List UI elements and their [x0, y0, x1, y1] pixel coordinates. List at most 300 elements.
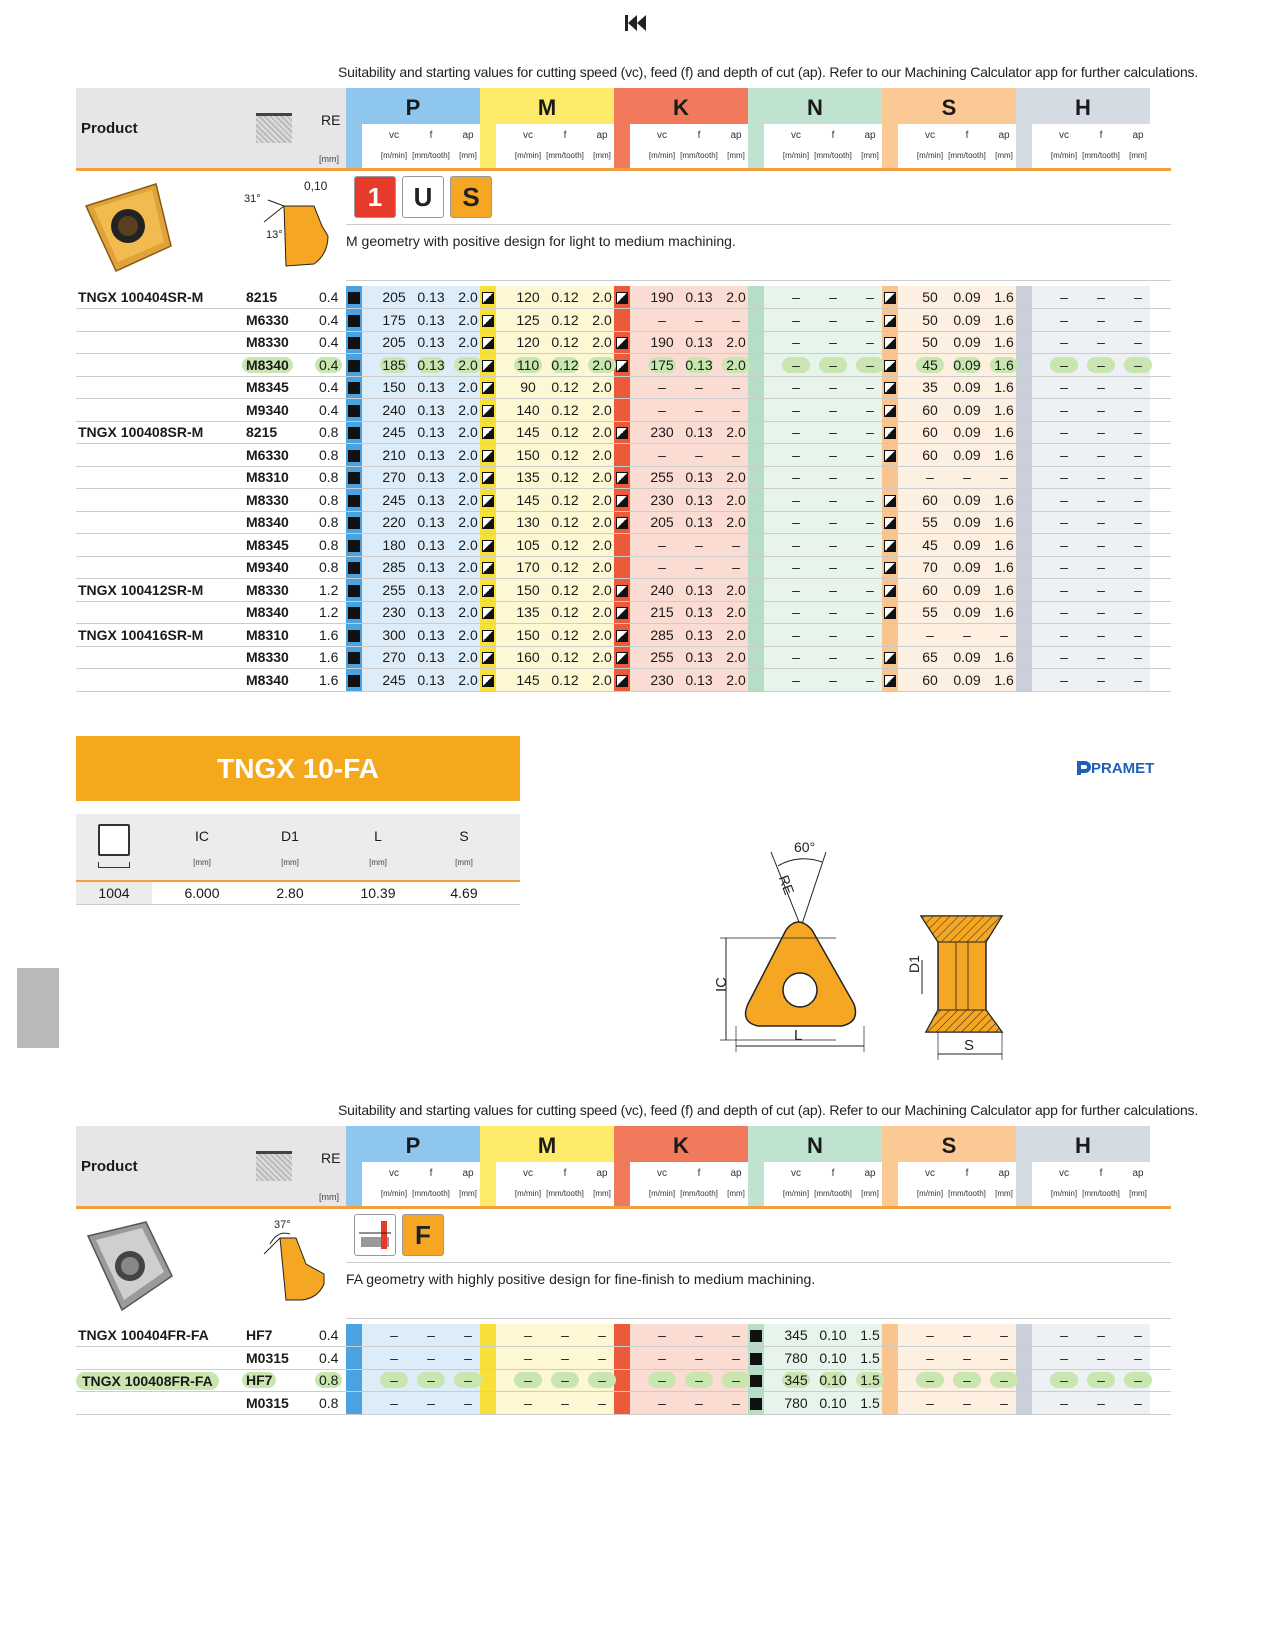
vc-value: 145: [516, 671, 540, 688]
grade-code[interactable]: M8310: [246, 626, 289, 643]
dim-value: 4.69: [450, 885, 478, 901]
f-value: 0.13: [685, 514, 713, 530]
grade-suitability-primary-icon: [348, 517, 360, 529]
ap-value: 2.0: [592, 491, 612, 508]
material-letter: M: [537, 1133, 557, 1158]
grade-suitability-primary-icon: [750, 1375, 762, 1387]
vc-value: –: [792, 469, 800, 485]
ap-value: 2.0: [726, 469, 746, 485]
grade-suitability-secondary-icon: [482, 337, 494, 349]
section-divider: [346, 224, 1171, 225]
re-value: 0.4: [319, 379, 339, 395]
vc-value: 210: [382, 446, 406, 463]
vc-value: 255: [650, 469, 674, 485]
col-unit: [m/min]: [916, 1189, 944, 1198]
dim-header-s: S: [459, 828, 469, 844]
ap-value: 2.0: [592, 401, 612, 418]
grade-suitability-primary-icon: [348, 675, 360, 687]
ap-value: –: [732, 536, 740, 553]
geometry-badge-s-icon: [450, 176, 492, 218]
f-value: 0.12: [551, 559, 579, 575]
brand-text: PRAMET: [1091, 760, 1155, 777]
vc-value: 120: [516, 334, 540, 350]
grade-code[interactable]: 8215: [246, 289, 278, 305]
grade-suitability-secondary-icon: [482, 540, 494, 552]
ap-value: –: [1134, 604, 1142, 620]
material-s-header: [882, 88, 1016, 168]
f-value: –: [829, 379, 837, 395]
material-letter: N: [807, 95, 823, 120]
re-header: RE: [321, 1150, 341, 1166]
ap-value: –: [866, 604, 874, 620]
row-divider: [76, 691, 1171, 692]
ap-value: 2.0: [726, 289, 746, 305]
ap-value: 2.0: [458, 536, 478, 553]
table-row: [76, 421, 1171, 444]
col-unit: [mm/tooth]: [948, 1189, 986, 1198]
material-subheader: [1032, 1162, 1150, 1206]
grade-suitability-primary-icon: [348, 337, 360, 349]
vc-value: 205: [650, 514, 674, 530]
col-label: vc: [925, 1168, 935, 1179]
grade-code[interactable]: M8330: [246, 649, 289, 665]
f-value: 0.12: [551, 469, 579, 485]
ap-value: 2.0: [726, 514, 746, 530]
f-value: –: [561, 1349, 569, 1366]
vc-value: 180: [382, 536, 406, 553]
vc-value: –: [1060, 446, 1068, 463]
grade-code[interactable]: M8310: [246, 469, 289, 485]
vc-value: –: [792, 401, 800, 418]
grade-suitability-secondary-icon: [482, 630, 494, 642]
f-value: –: [1097, 491, 1105, 508]
ap-value: 2.0: [592, 334, 612, 350]
col-unit: [mm/tooth]: [546, 1189, 584, 1198]
dim-unit: [mm]: [281, 858, 299, 867]
vc-value: 780: [784, 1394, 808, 1411]
f-value: –: [829, 626, 837, 643]
material-subheader: [764, 1162, 882, 1206]
grade-suitability-primary-icon: [348, 360, 360, 372]
f-value: 0.12: [551, 491, 579, 508]
vc-value: 70: [922, 559, 938, 575]
ap-value: –: [866, 401, 874, 418]
ap-value: 1.6: [994, 379, 1014, 395]
vc-value: 240: [650, 581, 674, 598]
vc-value: 300: [382, 626, 406, 643]
grade-code[interactable]: M8340: [246, 604, 289, 620]
first-page-icon[interactable]: [624, 12, 648, 34]
vc-value: –: [658, 446, 666, 463]
vc-value: 230: [650, 491, 674, 508]
ap-value: –: [1000, 469, 1008, 485]
ap-value: –: [1124, 1372, 1152, 1388]
product-code[interactable]: TNGX 100404FR-FA: [78, 1327, 209, 1343]
re-unit: [mm]: [319, 154, 339, 164]
dim-value: 6.000: [184, 885, 220, 901]
vc-value: –: [926, 626, 934, 643]
grade-code[interactable]: HF7: [246, 1327, 273, 1343]
dim-unit: [mm]: [455, 858, 473, 867]
material-letter: N: [807, 1133, 823, 1158]
vc-value: –: [1060, 469, 1068, 485]
f-value: –: [963, 626, 971, 643]
grade-suitability-secondary-icon: [482, 517, 494, 529]
grade-suitability-secondary-icon: [884, 337, 896, 349]
ap-value: 2.0: [726, 671, 746, 688]
vc-value: –: [792, 311, 800, 328]
f-value: –: [1097, 334, 1105, 350]
f-value: 0.13: [417, 401, 445, 418]
f-value: –: [427, 1349, 435, 1366]
material-letter: M: [537, 95, 557, 120]
f-value: –: [829, 311, 837, 328]
ap-value: 1.6: [994, 311, 1014, 328]
material-subheader: [898, 1162, 1016, 1206]
ap-value: 2.0: [722, 357, 750, 373]
f-value: 0.13: [417, 514, 445, 530]
grade-code[interactable]: M0315: [246, 1394, 289, 1411]
ap-value: 2.0: [458, 559, 478, 575]
table-row: [76, 1347, 1171, 1370]
f-value: 0.09: [953, 401, 981, 418]
grade-suitability-secondary-icon: [884, 495, 896, 507]
f-value: –: [1097, 536, 1105, 553]
vc-value: 60: [922, 491, 938, 508]
vc-value: –: [524, 1394, 532, 1411]
ap-value: 1.6: [990, 357, 1018, 373]
vc-value: 160: [516, 649, 540, 665]
vc-value: 50: [922, 289, 938, 305]
f-value: 0.13: [685, 469, 713, 485]
grade-suitability-secondary-icon: [884, 360, 896, 372]
vc-value: –: [926, 1349, 934, 1366]
geometry-badge-u-icon: [402, 176, 444, 218]
vc-value: –: [1060, 289, 1068, 305]
geometry-description: FA geometry with highly positive design for fine-finish to medium machining.: [346, 1271, 816, 1287]
ap-value: 2.0: [592, 446, 612, 463]
product-code[interactable]: TNGX 100408FR-FA: [76, 1372, 219, 1390]
grade-suitability-secondary-icon: [884, 450, 896, 462]
ap-value: –: [1134, 1394, 1142, 1411]
grade-code[interactable]: M8345: [246, 536, 289, 553]
geometry-profile-icon: [244, 176, 344, 276]
dim-header-l: L: [374, 828, 382, 844]
material-letter: K: [673, 1133, 689, 1158]
finishing-badge-icon: [354, 1214, 396, 1256]
f-value: –: [695, 446, 703, 463]
vc-value: 245: [382, 491, 406, 508]
ap-value: –: [1134, 514, 1142, 530]
ap-value: 2.0: [592, 604, 612, 620]
f-value: 0.12: [551, 334, 579, 350]
grade-suitability-secondary-icon: [884, 652, 896, 664]
material-letter: S: [941, 1133, 957, 1158]
grade-code[interactable]: M8330: [246, 491, 289, 508]
vc-value: –: [658, 536, 666, 553]
material-h-header: [1016, 88, 1150, 168]
ap-value: 1.6: [994, 334, 1014, 350]
col-unit: [mm/tooth]: [814, 151, 852, 160]
grade-suitability-secondary-icon: [482, 472, 494, 484]
ap-value: –: [1134, 559, 1142, 575]
vc-value: 135: [516, 604, 540, 620]
table-row: [76, 534, 1171, 557]
vc-value: 60: [922, 581, 938, 598]
ap-value: –: [1134, 334, 1142, 350]
grade-code[interactable]: M8345: [246, 379, 289, 395]
grade-code[interactable]: M8340: [246, 671, 289, 688]
ap-value: 2.0: [726, 334, 746, 350]
grade-suitability-primary-icon: [750, 1353, 762, 1365]
vc-value: 255: [382, 581, 406, 598]
f-value: 0.09: [953, 334, 981, 350]
ap-value: –: [1134, 581, 1142, 598]
grade-code[interactable]: M0315: [246, 1349, 289, 1366]
f-value: 0.12: [551, 356, 579, 373]
grade-suitability-secondary-icon: [616, 472, 628, 484]
re-value: 0.4: [319, 401, 339, 418]
f-value: 0.13: [685, 581, 713, 598]
f-value: 0.13: [685, 626, 713, 643]
grade-suitability-secondary-icon: [884, 315, 896, 327]
ap-value: –: [1134, 424, 1142, 440]
f-value: 0.12: [551, 649, 579, 665]
grade-suitability-secondary-icon: [616, 360, 628, 372]
f-value: 0.13: [685, 491, 713, 508]
f-value: 0.09: [953, 581, 981, 598]
col-unit: [mm]: [459, 151, 477, 160]
col-unit: [mm]: [1129, 1189, 1147, 1198]
f-value: 0.09: [953, 671, 981, 688]
vc-value: 285: [382, 559, 406, 575]
material-subheader: [362, 1162, 480, 1206]
grade-suitability-primary-icon: [348, 450, 360, 462]
f-value: –: [1097, 311, 1105, 328]
f-value: 0.10: [819, 1327, 847, 1343]
grade-suitability-secondary-icon: [482, 607, 494, 619]
re-unit: [mm]: [319, 1192, 339, 1202]
product-code[interactable]: TNGX 100416SR-M: [78, 626, 204, 643]
ap-value: 1.6: [994, 514, 1014, 530]
col-unit: [mm/tooth]: [814, 1189, 852, 1198]
re-value: 0.4: [319, 289, 339, 305]
col-label: f: [429, 1168, 433, 1179]
vc-value: 55: [922, 604, 938, 620]
grade-code[interactable]: M8340: [242, 357, 293, 373]
col-unit: [mm/tooth]: [948, 151, 986, 160]
vc-value: 125: [516, 311, 540, 328]
intro-text-2: Suitability and starting values for cutting speed (vc), feed (f) and depth of cut (ap). Refer to our Machining Calculator app for further calculations.: [338, 1102, 1199, 1118]
grade-suitability-secondary-icon: [616, 607, 628, 619]
grade-code[interactable]: M8330: [246, 334, 289, 350]
grade-suitability-primary-icon: [348, 607, 360, 619]
ap-value: –: [866, 581, 874, 598]
f-value: 0.12: [551, 604, 579, 620]
grade-code[interactable]: M6330: [246, 446, 289, 463]
vc-value: –: [658, 1327, 666, 1343]
ap-value: –: [866, 649, 874, 665]
f-value: 0.12: [551, 581, 579, 598]
f-value: –: [695, 311, 703, 328]
product-code[interactable]: TNGX 100404SR-M: [78, 289, 204, 305]
ap-value: –: [732, 379, 740, 395]
col-label: ap: [596, 1168, 608, 1179]
table-row: [76, 1324, 1171, 1347]
grade-suitability-primary-icon: [348, 292, 360, 304]
ap-value: –: [1000, 1349, 1008, 1366]
grade-suitability-secondary-icon: [616, 292, 628, 304]
ap-value: 2.0: [458, 469, 478, 485]
re-value: 0.8: [315, 1372, 342, 1388]
grade-suitability-secondary-icon: [616, 652, 628, 664]
col-unit: [m/min]: [648, 1189, 676, 1198]
vc-value: –: [390, 1349, 398, 1366]
f-value: –: [1097, 626, 1105, 643]
ap-value: 2.0: [458, 581, 478, 598]
f-value: –: [829, 649, 837, 665]
grade-code[interactable]: 8215: [246, 424, 278, 440]
grade-suitability-secondary-icon: [482, 382, 494, 394]
ap-value: 2.0: [458, 626, 478, 643]
col-label: f: [697, 1168, 701, 1179]
grade-suitability-primary-icon: [348, 427, 360, 439]
ap-value: –: [866, 559, 874, 575]
vc-value: 140: [516, 401, 540, 418]
f-value: 0.09: [953, 491, 981, 508]
material-subheader: [496, 1162, 614, 1206]
ap-value: 2.0: [458, 289, 478, 305]
l-label: L: [794, 1027, 803, 1044]
grade-code[interactable]: M8330: [246, 581, 289, 598]
vc-value: –: [1050, 357, 1078, 373]
ap-value: –: [866, 536, 874, 553]
grade-code[interactable]: M6330: [246, 311, 289, 328]
ap-value: –: [990, 1372, 1018, 1388]
re-value: 0.4: [319, 311, 339, 328]
f-value: 0.09: [953, 514, 981, 530]
re-value: 0.8: [319, 559, 339, 575]
vc-value: 65: [922, 649, 938, 665]
material-letter: H: [1075, 1133, 1091, 1158]
f-value: 0.09: [953, 289, 981, 305]
f-value: –: [1097, 401, 1105, 418]
f-value: –: [1097, 604, 1105, 620]
col-label: ap: [998, 1168, 1010, 1179]
ap-value: –: [598, 1394, 606, 1411]
f-value: 0.13: [417, 311, 445, 328]
header-divider: [76, 168, 1171, 171]
vc-value: 170: [516, 559, 540, 575]
re-value: 1.6: [319, 626, 339, 643]
re-value: 0.8: [319, 424, 339, 440]
grade-suitability-secondary-icon: [884, 607, 896, 619]
vc-value: –: [380, 1372, 408, 1388]
col-label: ap: [462, 1168, 474, 1179]
f-value: 0.13: [685, 424, 713, 440]
product-code[interactable]: TNGX 100412SR-M: [78, 581, 204, 598]
vc-value: –: [1060, 311, 1068, 328]
material-m-header: [480, 1126, 614, 1206]
grade-suitability-secondary-icon: [482, 585, 494, 597]
re-value: 0.4: [319, 1349, 339, 1366]
col-unit: [mm/tooth]: [680, 151, 718, 160]
f-value: 0.13: [417, 626, 445, 643]
col-label: ap: [730, 1168, 742, 1179]
vc-value: 205: [382, 289, 406, 305]
f-value: –: [695, 536, 703, 553]
grade-code[interactable]: HF7: [242, 1372, 276, 1388]
col-unit: [mm]: [727, 1189, 745, 1198]
grade-code[interactable]: M8340: [246, 514, 289, 530]
f-value: 0.12: [551, 311, 579, 328]
grade-suitability-secondary-icon: [884, 562, 896, 574]
grade-suitability-primary-icon: [348, 562, 360, 574]
ap-value: 2.0: [726, 626, 746, 643]
vc-value: –: [1060, 1327, 1068, 1343]
vc-value: –: [792, 446, 800, 463]
f-value: –: [695, 559, 703, 575]
f-value: –: [695, 401, 703, 418]
f-value: –: [829, 424, 837, 440]
ap-value: 2.0: [458, 334, 478, 350]
insert-image: [76, 1214, 176, 1314]
vc-value: 110: [514, 357, 542, 373]
ap-value: –: [1134, 289, 1142, 305]
re-value: 1.2: [319, 604, 339, 620]
f-value: –: [427, 1394, 435, 1411]
table-row: [76, 1392, 1171, 1415]
grade-code[interactable]: M9340: [246, 559, 289, 575]
f-value: 0.10: [819, 1349, 847, 1366]
f-value: 0.13: [685, 604, 713, 620]
ap-value: 2.0: [592, 649, 612, 665]
col-label: ap: [596, 130, 608, 141]
table-header: [76, 88, 1171, 168]
vc-value: 190: [650, 289, 674, 305]
re-label: RE: [775, 872, 798, 897]
grade-suitability-primary-icon: [348, 585, 360, 597]
ap-value: –: [598, 1327, 606, 1343]
f-value: –: [1097, 514, 1105, 530]
vc-value: 215: [650, 604, 674, 620]
grade-suitability-secondary-icon: [482, 315, 494, 327]
material-k-header: [614, 1126, 748, 1206]
f-value: –: [829, 536, 837, 553]
vc-value: 145: [516, 491, 540, 508]
col-label: vc: [1059, 130, 1069, 141]
col-unit: [mm/tooth]: [412, 151, 450, 160]
s-label: S: [964, 1037, 975, 1054]
grade-suitability-secondary-icon: [616, 495, 628, 507]
grade-icon: [256, 113, 292, 143]
vc-value: 345: [784, 1327, 808, 1343]
product-code[interactable]: TNGX 100408SR-M: [78, 424, 204, 440]
f-value: –: [1097, 289, 1105, 305]
table-row: [76, 624, 1171, 647]
re-value: 0.4: [319, 334, 339, 350]
col-unit: [mm]: [593, 1189, 611, 1198]
col-label: vc: [925, 130, 935, 141]
f-value: 0.13: [685, 649, 713, 665]
ap-value: –: [588, 1372, 616, 1388]
ap-value: –: [732, 1327, 740, 1343]
ap-value: –: [732, 311, 740, 328]
cutting-data-table-m: [76, 88, 1171, 713]
section-divider: [346, 1262, 1171, 1263]
grade-code[interactable]: M9340: [246, 401, 289, 418]
grade-suitability-secondary-icon: [616, 517, 628, 529]
